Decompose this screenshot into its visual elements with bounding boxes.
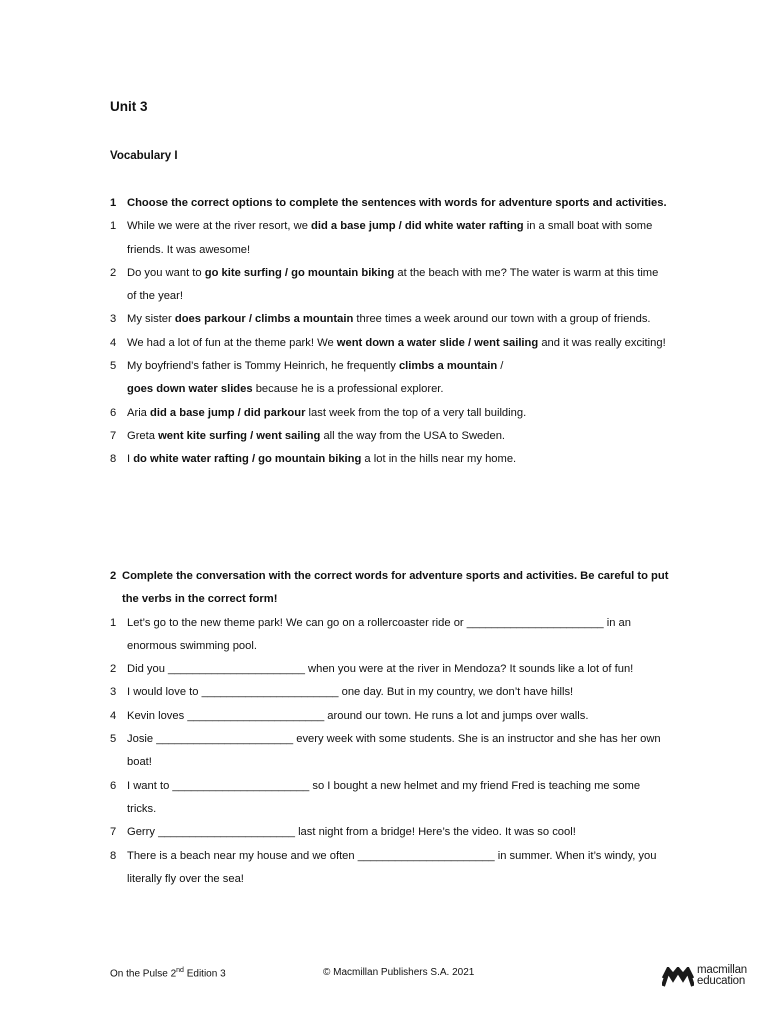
sentence-text: and it was really exciting! — [538, 336, 666, 349]
sentence-text: because he is a professional explorer. — [252, 383, 444, 396]
item-number: 5 — [110, 733, 117, 746]
sentence-text: a lot in the hills near my home. — [361, 453, 517, 466]
logo-line-2: education — [697, 975, 746, 987]
exercise-1-heading — [110, 192, 670, 215]
answer-options: goes down water slides — [127, 383, 253, 396]
item-number: 3 — [110, 686, 117, 699]
sentence-text: in a small boat with some friends. It was awesome! — [127, 220, 653, 256]
item-number: 1 — [110, 616, 117, 629]
item-text — [127, 355, 670, 402]
footer-ordinal-suffix: nd — [176, 967, 184, 974]
item-number: 8 — [110, 849, 117, 862]
answer-options: does parkour / climbs a mountain — [174, 313, 354, 326]
item-number: 7 — [110, 826, 117, 839]
item-number: 4 — [110, 336, 117, 349]
answer-options: went down a water slide / went sailing — [336, 336, 539, 349]
exercise-item — [110, 355, 670, 402]
exercise-1-items — [110, 215, 670, 471]
item-number: 7 — [110, 429, 117, 442]
sentence-text: / — [497, 360, 504, 373]
answer-options: did a base jump / did white water rafting — [311, 220, 524, 233]
sentence-text: While we were at the river resort, we — [127, 220, 312, 233]
exercise-item — [110, 262, 670, 309]
item-text — [127, 308, 670, 331]
answer-options: did a base jump / did parkour — [150, 406, 306, 419]
sentence-text: I want to ______________________ so I bought a new helmet and my friend Fred is teaching me some tricks. — [127, 779, 641, 815]
macmillan-education-logo — [662, 964, 762, 990]
sentence-text: There is a beach near my house and we often ______________________ in summer. When it’s windy, you literally fly over the sea! — [127, 849, 657, 885]
exercise-2-number: 2 — [110, 570, 117, 582]
unit-title: Unit 3 — [110, 99, 148, 114]
item-text — [127, 705, 670, 728]
sentence-text: last week from the top of a very tall building. — [305, 406, 527, 419]
exercise-2-items — [110, 612, 670, 892]
item-text — [127, 425, 670, 448]
item-text — [127, 215, 670, 262]
exercise-item — [110, 681, 670, 704]
item-text — [127, 821, 670, 844]
item-number: 8 — [110, 453, 117, 466]
item-number: 2 — [110, 663, 117, 676]
item-text — [127, 332, 670, 355]
sentence-text: My boyfriend’s father is Tommy Heinrich, he frequently — [127, 360, 399, 373]
sentence-text: Let’s go to the new theme park! We can go on a rollercoaster ride or ______________________ in an enormous swimming pool. — [127, 616, 631, 652]
exercise-1-instructions: Choose the correct options to complete the sentences with words for adventure sports and activities. — [127, 197, 667, 209]
sentence-text: all the way from the USA to Sweden. — [320, 429, 506, 442]
item-text — [127, 448, 670, 471]
item-text — [127, 402, 670, 425]
exercise-item — [110, 775, 670, 822]
sentence-text: at the beach with me? The water is warm at this time of the year! — [127, 266, 659, 303]
exercise-2 — [110, 565, 670, 891]
exercise-1-number: 1 — [110, 197, 117, 209]
sentence-text: Did you ______________________ when you were at the river in Mendoza? It sounds like a lot of fun! — [127, 663, 634, 676]
answer-options: climbs a mountain — [398, 360, 498, 373]
footer-edition: Edition 3 — [183, 968, 226, 980]
footer-copyright: © Macmillan Publishers S.A. 2021 — [323, 967, 475, 978]
item-text — [127, 728, 670, 775]
footer-book-title — [110, 967, 226, 979]
exercise-2-heading — [110, 565, 670, 612]
macmillan-m-icon — [662, 967, 694, 987]
sentence-text: three times a week around our town with a group of friends. — [353, 313, 651, 326]
answer-options: go kite surfing / go mountain biking — [204, 266, 395, 279]
item-number: 5 — [110, 360, 117, 373]
footer-book-name: On the Pulse 2 — [110, 968, 177, 980]
item-number: 6 — [110, 406, 117, 419]
item-number: 1 — [110, 220, 117, 233]
exercise-item — [110, 215, 670, 262]
item-text — [127, 681, 670, 704]
sentence-text: Gerry ______________________ last night from a bridge! Here’s the video. It was so cool! — [127, 826, 576, 839]
sentence-text: Kevin loves ______________________ around our town. He runs a lot and jumps over walls. — [127, 709, 589, 722]
sentence-text: I — [127, 453, 134, 466]
exercise-item — [110, 705, 670, 728]
item-text — [127, 775, 670, 822]
item-number: 2 — [110, 266, 117, 279]
exercise-item — [110, 612, 670, 659]
exercise-item — [110, 402, 670, 425]
exercise-item — [110, 332, 670, 355]
item-text — [127, 612, 670, 659]
item-number: 3 — [110, 313, 117, 326]
exercise-item — [110, 308, 670, 331]
sentence-text: Greta — [127, 429, 159, 442]
exercise-item — [110, 821, 670, 844]
sentence-text: My sister — [127, 313, 175, 326]
exercise-item — [110, 425, 670, 448]
sentence-text: We had a lot of fun at the theme park! We — [127, 336, 337, 349]
sentence-text: I would love to ______________________ one day. But in my country, we don’t have hills! — [127, 686, 574, 699]
sentence-text: Do you want to — [127, 266, 205, 279]
item-text — [127, 262, 670, 309]
exercise-item — [110, 448, 670, 471]
answer-options: do white water rafting / go mountain biking — [133, 453, 362, 466]
item-text — [127, 658, 670, 681]
item-number: 4 — [110, 709, 117, 722]
item-text — [127, 845, 670, 892]
sentence-text: Josie ______________________ every week with some students. She is an instructor and she has her own boat! — [127, 733, 661, 769]
item-number: 6 — [110, 779, 117, 792]
exercise-item — [110, 658, 670, 681]
answer-options: went kite surfing / went sailing — [158, 429, 321, 442]
exercise-2-instructions: Complete the conversation with the correct words for adventure sports and activities. Be careful to put the verbs in the correct form! — [122, 570, 669, 606]
exercise-1 — [110, 192, 670, 472]
section-title: Vocabulary I — [110, 150, 178, 162]
exercise-item — [110, 728, 670, 775]
logo-line-1: macmillan — [697, 964, 747, 976]
exercise-item — [110, 845, 670, 892]
sentence-text: Aria — [127, 406, 151, 419]
